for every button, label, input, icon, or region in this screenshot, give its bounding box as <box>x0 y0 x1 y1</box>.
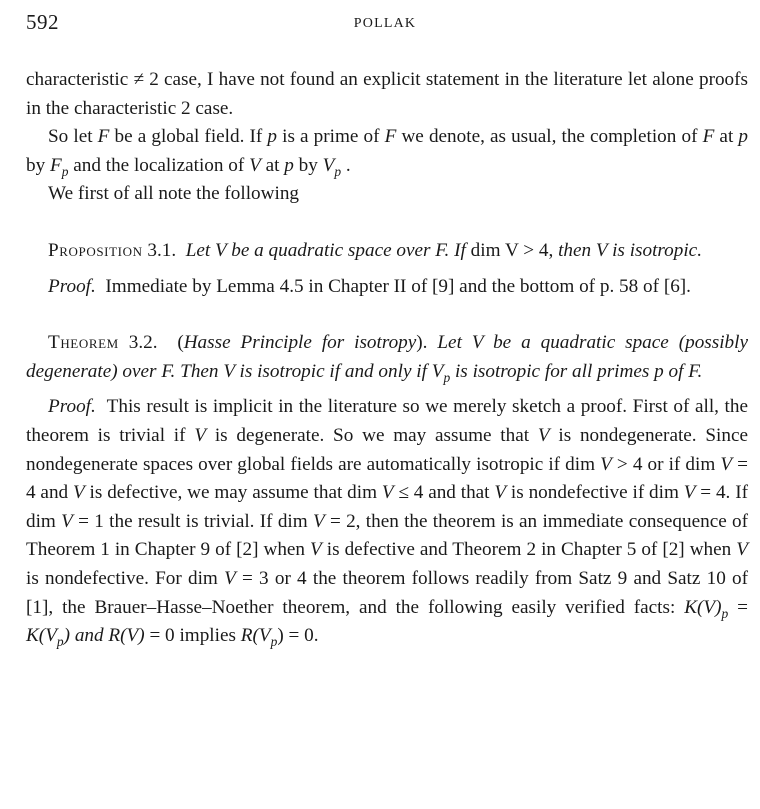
theorem-3-2: Theorem 3.2. (Hasse Principle for isotropy). Let V be a quadratic space (possibly degenerate) over F. Then V is isotropic if and only if $V_p$ is isotropic for all primes p of F. <box>26 332 749 385</box>
body-text <box>26 66 748 651</box>
running-title: POLLAK <box>353 16 417 31</box>
paragraph-continuation: characteristic ≠ 2 case, I have not found an explicit statement in the literature let alone proofs in the characteristic 2 case. <box>26 69 748 119</box>
proof-label: Proof. <box>48 396 96 418</box>
proof-proposition: Proof. Immediate by Lemma 4.5 in Chapter II of [9] and the bottom of p. 58 of [6]. <box>48 275 691 297</box>
proposition-label: Proposition <box>48 239 143 261</box>
proof-label: Proof. <box>48 275 96 297</box>
proposition-3-1: Proposition 3.1. Let V be a quadratic space over F. If dim V > 4, then V is isotropic. <box>48 239 702 261</box>
paragraph-global-field: So let F be a global field. If p is a prime of F we denote, as usual, the completion of F at p by $F_p$ and the localization of V at p by $V_p$ . <box>26 126 748 179</box>
paragraph-note: We first of all note the following <box>48 183 300 205</box>
page-header <box>26 10 744 40</box>
proof-theorem: Proof. This result is implicit in the literature so we merely sketch a proof. First of all, the theorem is trivial if V is degenerate. So we may assume that V is nondegenerate. Since nondegenerate spaces over global fields are automatically isotropic if dim V > 4 or if dim V = 4 and V is defective, we may assume that dim V ≤ 4 and that V is nondefective if dim V = 4. If dim V = 1 the result is trivial. If dim V = 2, then the theorem is an immediate consequence of Theorem 1 in Chapter 9 of [2] when V is defective and Theorem 2 in Chapter 5 of [2] when V is nondefective. For dim V = 3 or 4 the theorem follows readily from Satz 9 and Satz 10 of [1], the Brauer–Hasse–Noether theorem, and the following easily verified facts: $K(V)_p = K(V_p)$ and R(V) = 0 implies $R(V_p) = 0$. <box>26 396 749 649</box>
page-number: 592 <box>26 10 59 34</box>
theorem-label: Theorem <box>48 332 119 354</box>
